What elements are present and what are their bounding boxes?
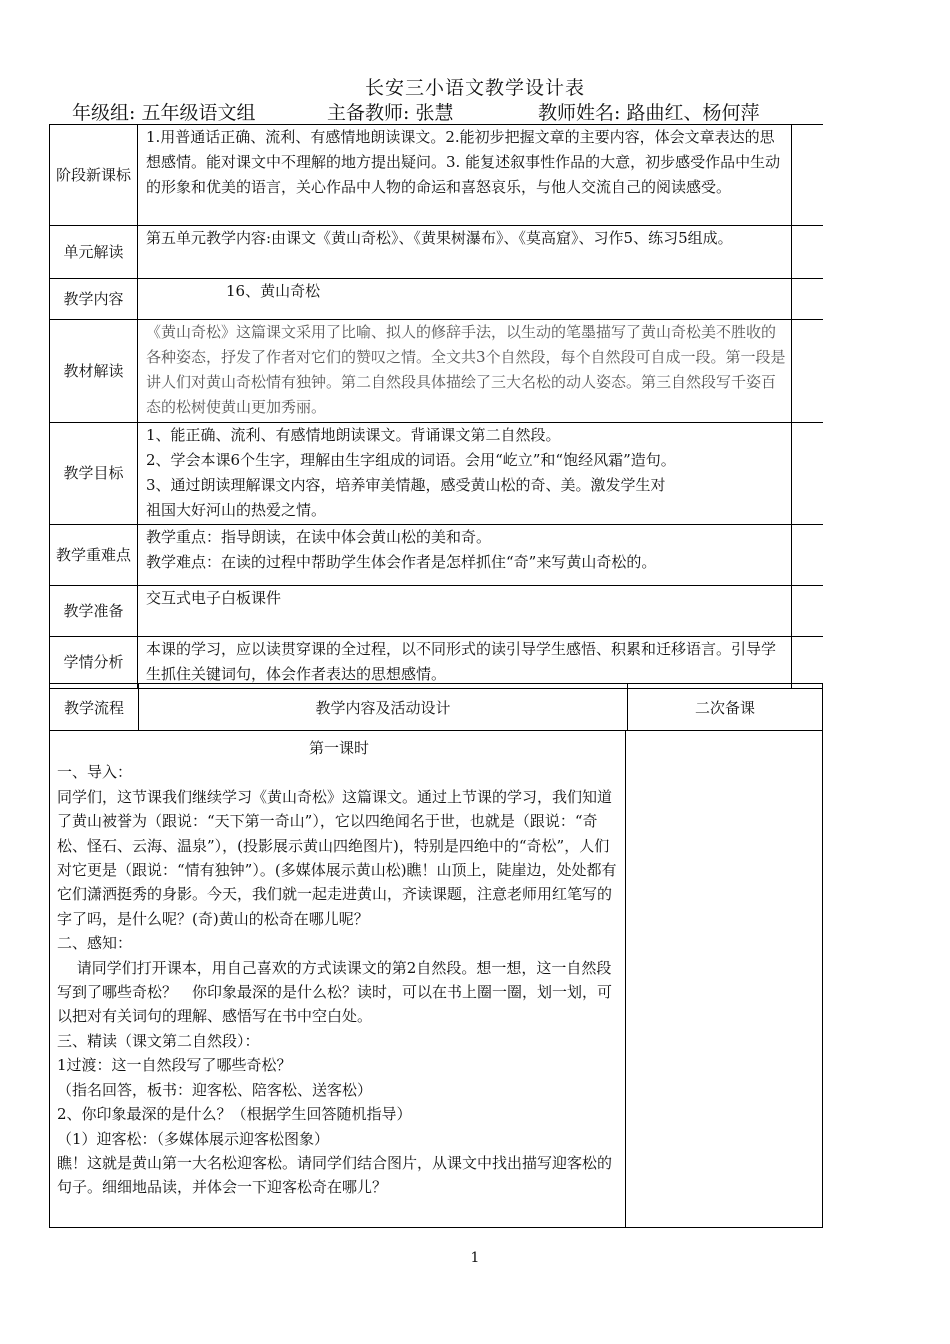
row-content: 交互式电子白板课件 — [138, 586, 792, 636]
paragraph: （指名回答，板书：迎客松、陪客松、送客松） — [57, 1080, 373, 1099]
section-heading: 三、精读（课文第二自然段）： — [57, 1031, 260, 1050]
header-activity-design: 教学内容及活动设计 — [139, 684, 628, 730]
row-label: 单元解读 — [50, 226, 138, 278]
header-second-prep: 二次备课 — [694, 698, 755, 717]
process-content — [50, 731, 626, 1227]
row-curriculum-standard — [49, 124, 823, 226]
row-content: 第五单元教学内容:由课文《黄山奇松》、《黄果树瀑布》、《莫高窟》、习作5、练习5组成。 — [138, 226, 792, 278]
lead-teacher: 主备教师: 张慧 — [327, 102, 454, 124]
page-number: 1 — [470, 1250, 480, 1266]
paragraph: 1过渡：这一自然段写了哪些奇松？ — [57, 1056, 292, 1075]
row-key-difficulties — [49, 525, 823, 586]
teacher-names: 教师姓名: 路曲红、杨何萍 — [538, 102, 760, 124]
section-heading: 二、感知： — [57, 934, 133, 953]
row-content: 16、黄山奇松 — [138, 279, 792, 319]
paragraph: 瞧！这就是黄山第一大名松迎客松。请同学们结合图片，从课文中找出描写迎客松的句子。细细地品读，并体会一下迎客松奇在哪儿？ — [57, 1153, 613, 1197]
paragraph: 请同学们打开课本，用自己喜欢的方式读课文的第2自然段。想一想，这一自然段写到了哪些奇松？ 你印象最深的是什么松？读时，可以在书上圈一圈，划一划，可以把对有关词句的理解、感悟写在书中空白处。 — [57, 958, 613, 1026]
row-teaching-goals — [49, 423, 823, 525]
row-content: 1、能正确、流利、有感情地朗读课文。背诵课文第二自然段。 2、学会本课6个生字，理解由生字组成的词语。会用“屹立”和“饱经风霜”造句。 3、通过朗读理解课文内容，培养审美情趣，感受黄山松的奇、美。激发学生对 祖国大好河山的热爱之情。 — [138, 423, 792, 524]
grade-group: 年级组: 五年级语文组 — [72, 102, 256, 124]
lesson-title: 第一课时 — [308, 739, 369, 757]
paragraph: （1）迎客松：（多媒体展示迎客松图象） — [57, 1129, 330, 1148]
row-label: 阶段新课标 — [50, 125, 138, 225]
row-teaching-content — [49, 279, 823, 320]
row-preparation — [49, 586, 823, 637]
row-label: 学情分析 — [50, 637, 138, 688]
row-content: 1.用普通话正确、流利、有感情地朗读课文。2.能初步把握文章的主要内容，体会文章表达的思想感情。能对课文中不理解的地方提出疑问。3. 能复述叙事性作品的大意，初步感受作品中生动的形象和优美的语言，关心作品中人物的命运和喜怒哀乐，与他人交流自己的阅读感受。 — [138, 125, 792, 225]
process-header-row — [50, 684, 822, 731]
row-label: 教材解读 — [50, 320, 138, 422]
row-label: 教学目标 — [50, 423, 138, 524]
row-label: 教学重难点 — [50, 525, 138, 585]
process-table — [49, 683, 823, 1228]
row-content: 教学重点：指导朗读，在读中体会黄山松的美和奇。 教学难点：在读的过程中帮助学生体会作者是怎样抓住“奇”来写黄山奇松的。 — [138, 525, 792, 585]
row-learner-analysis — [49, 637, 823, 689]
plan-table — [49, 124, 823, 689]
row-content: 本课的学习，应以读贯穿课的全过程，以不同形式的读引导学生感悟、积累和迁移语言。引导学生抓住关键词句，体会作者表达的思想感情。 — [138, 637, 792, 688]
paragraph: 2、你印象最深的是什么？（根据学生回答随机指导） — [57, 1105, 412, 1124]
section-heading: 一、导入： — [57, 763, 133, 782]
paragraph: 同学们，这节课我们继续学习《黄山奇松》这篇课文。通过上节课的学习，我们知道了黄山被誉为（跟说：“天下第一奇山”），它以四绝闻名于世，也就是（跟说：“奇松、怪石、云海、温泉”），(投影展示黄山四绝图片)，特别是四绝中的“奇松”，人们对它更是（跟说：“情有独钟”）。(多媒体展示黄山松)瞧！山顶上，陡崖边，处处都有它们潇洒挺秀的身影。今天，我们就一起走进黄山，齐读课题，注意老师用红笔写的字了吗，是什么呢？(奇)黄山的松奇在哪儿呢？ — [57, 787, 617, 928]
row-label: 教学准备 — [50, 586, 138, 636]
page-title: 长安三小语文教学设计表 — [364, 77, 585, 99]
row-unit-analysis — [49, 226, 823, 279]
header-flow: 教学流程 — [50, 684, 139, 730]
row-content: 《黄山奇松》这篇课文采用了比喻、拟人的修辞手法，以生动的笔墨描写了黄山奇松美不胜收的各种姿态，抒发了作者对它们的赞叹之情。全文共3个自然段，每个自然段可自成一段。第一段是讲人们对黄山奇松情有独钟。第二自然段具体描绘了三大名松的动人姿态。第三自然段写千姿百态的松树使黄山更加秀丽。 — [138, 320, 792, 422]
row-textbook-analysis — [49, 320, 823, 423]
row-label: 教学内容 — [50, 279, 138, 319]
